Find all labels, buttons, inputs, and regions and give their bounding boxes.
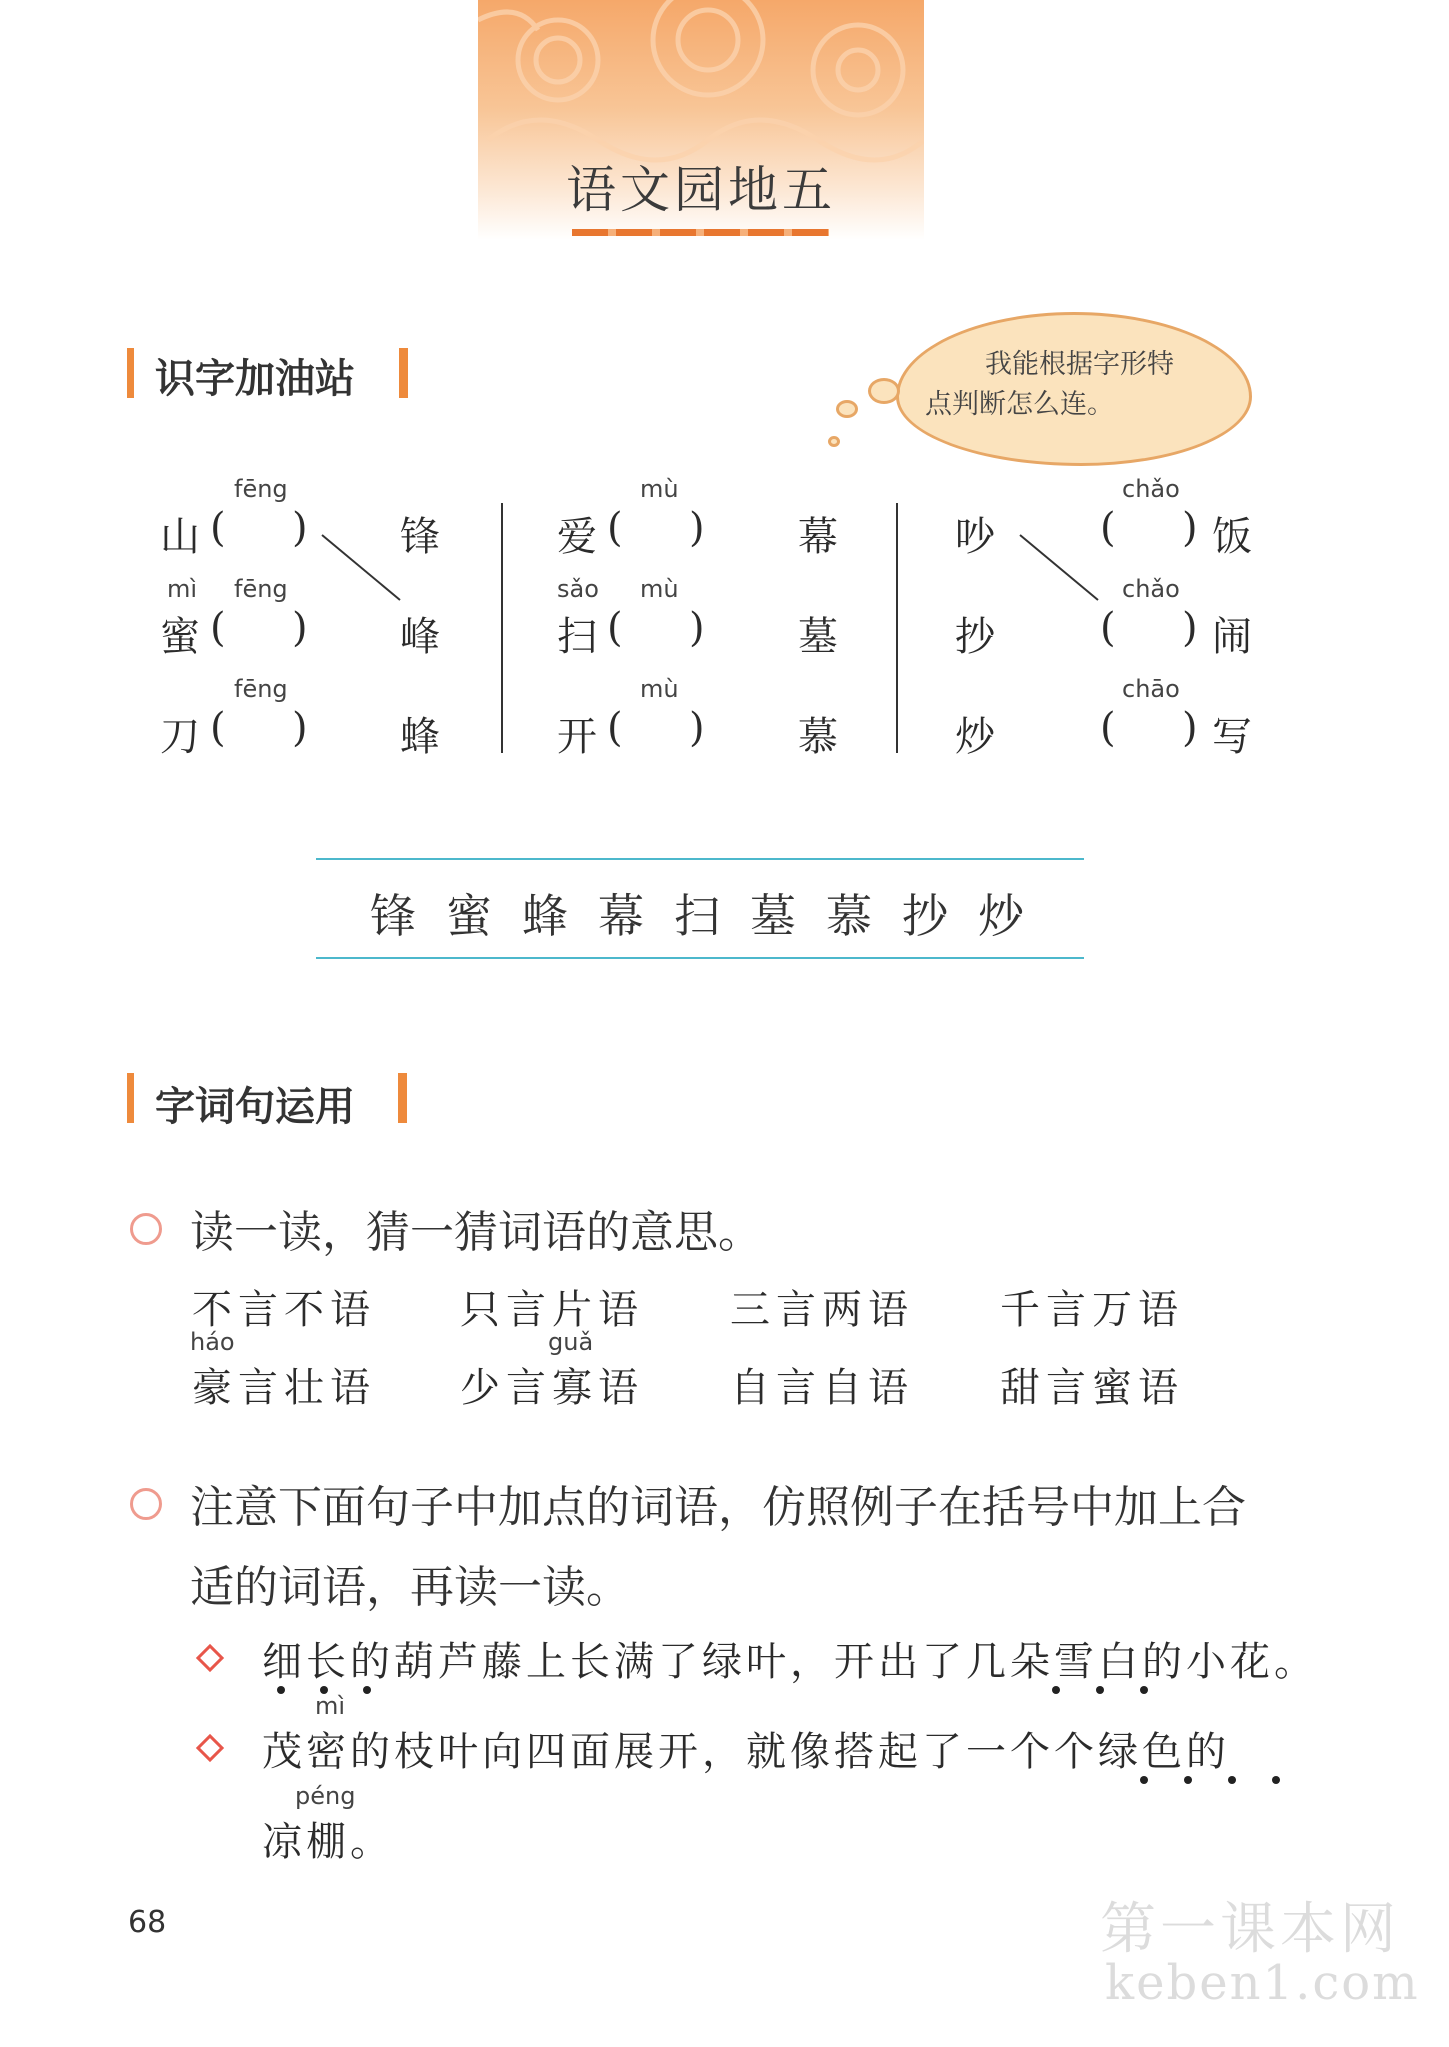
- paren-open: (: [607, 605, 623, 651]
- example-lines: [0, 0, 1449, 800]
- watermark-line-1: 第一课本网: [1100, 1897, 1400, 1962]
- idiom: 少言寡语: [460, 1365, 644, 1411]
- paren-open: (: [210, 605, 226, 651]
- pinyin: háo: [190, 1328, 235, 1356]
- match-char: 蜂: [400, 714, 440, 760]
- section-bar-left: [127, 1073, 134, 1123]
- page-number: 68: [128, 1905, 167, 1940]
- paren-close: ): [292, 505, 308, 551]
- question-circle-icon: [130, 1213, 162, 1245]
- match-char: 刀: [160, 714, 200, 760]
- bubble-line-2: 点判断怎么连。: [925, 389, 1114, 420]
- match-char: 扫: [557, 614, 597, 660]
- match-char: 闹: [1212, 614, 1252, 660]
- example-line-2: [1020, 535, 1098, 600]
- idiom: 千言万语: [1000, 1287, 1184, 1333]
- emphasis-dot: [1052, 1686, 1060, 1694]
- paren-open: (: [607, 705, 623, 751]
- diamond-bullet-icon: [196, 1644, 224, 1672]
- match-char: 抄: [955, 614, 995, 660]
- idiom: 自言自语: [730, 1365, 914, 1411]
- emphasis-dot: [277, 1686, 285, 1694]
- emphasis-dot: [1140, 1686, 1148, 1694]
- section-title-usage: 字词句运用: [155, 1084, 355, 1130]
- section-bar-right: [398, 1073, 407, 1123]
- paren-close: ): [292, 605, 308, 651]
- paren-open: (: [210, 705, 226, 751]
- paren-close: ): [689, 605, 705, 651]
- question-1-text: 读一读，猜一猜词语的意思。: [190, 1207, 762, 1258]
- paren-close: ): [689, 705, 705, 751]
- match-char: 饭: [1212, 514, 1252, 560]
- section-title-recognition: 识字加油站: [155, 356, 355, 402]
- match-char: 蜜: [160, 614, 200, 660]
- match-char: 墓: [798, 614, 838, 660]
- watermark-line-2: keben1.com: [1105, 1955, 1420, 2011]
- pinyin: fēng: [234, 575, 288, 603]
- pinyin: mù: [640, 575, 679, 603]
- emphasis-dot: [363, 1686, 371, 1694]
- match-char: 峰: [400, 614, 440, 660]
- match-char: 吵: [955, 514, 995, 560]
- rule-bottom: [316, 957, 1084, 959]
- idiom: 甜言蜜语: [1000, 1365, 1184, 1411]
- idiom: 只言片语: [460, 1287, 644, 1333]
- match-char: 开: [557, 714, 597, 760]
- new-characters-row: 锋蜜蜂幕扫墓慕抄炒: [370, 889, 1054, 943]
- emphasis-dot: [1140, 1776, 1148, 1784]
- pinyin: chǎo: [1122, 475, 1180, 503]
- paren-open: (: [210, 505, 226, 551]
- idiom: 三言两语: [730, 1287, 914, 1333]
- paren-open: (: [1100, 705, 1116, 751]
- paren-open: (: [1100, 605, 1116, 651]
- question-circle-icon: [130, 1488, 162, 1520]
- match-char: 幕: [798, 514, 838, 560]
- pinyin: mù: [640, 675, 679, 703]
- diamond-bullet-icon: [196, 1734, 224, 1762]
- paren-close: ): [1182, 605, 1198, 651]
- paren-close: ): [292, 705, 308, 751]
- emphasis-dot: [1272, 1776, 1280, 1784]
- question-2-line-1: 注意下面句子中加点的词语，仿照例子在括号中加上合: [190, 1482, 1246, 1533]
- match-char: 锋: [400, 514, 440, 560]
- pinyin: mù: [640, 475, 679, 503]
- page-title: 语文园地五: [566, 161, 836, 219]
- paren-close: ): [689, 505, 705, 551]
- pinyin: mì: [167, 575, 198, 603]
- pinyin: chǎo: [1122, 575, 1180, 603]
- match-char: 慕: [798, 714, 838, 760]
- paren-close: ): [1182, 505, 1198, 551]
- pinyin: fēng: [234, 475, 288, 503]
- example-sentence-1: 细长的葫芦藤上长满了绿叶，开出了几朵雪白的小花。: [262, 1639, 1318, 1685]
- idiom: 豪言壮语: [192, 1365, 376, 1411]
- match-char: 山: [160, 514, 200, 560]
- match-char: 爱: [557, 514, 597, 560]
- emphasis-dot: [1228, 1776, 1236, 1784]
- bubble-line-1: 我能根据字形特: [985, 349, 1174, 380]
- pinyin: fēng: [234, 675, 288, 703]
- match-char: 炒: [955, 714, 995, 760]
- pinyin: guǎ: [548, 1328, 594, 1356]
- paren-close: ): [1182, 705, 1198, 751]
- emphasis-dot: [1184, 1776, 1192, 1784]
- pinyin: chāo: [1122, 675, 1180, 703]
- example-sentence-2-line-2: 凉棚。: [262, 1819, 394, 1865]
- paren-open: (: [1100, 505, 1116, 551]
- rule-top: [316, 858, 1084, 860]
- match-char: 写: [1212, 714, 1252, 760]
- example-sentence-2-line-1: 茂密的枝叶向四面展开，就像搭起了一个个绿色的: [262, 1729, 1230, 1775]
- emphasis-dot: [1096, 1686, 1104, 1694]
- example-line-1: [322, 535, 400, 600]
- pinyin: mì: [315, 1692, 346, 1720]
- question-2-line-2: 适的词语，再读一读。: [190, 1562, 630, 1613]
- paren-open: (: [607, 505, 623, 551]
- idiom: 不言不语: [192, 1287, 376, 1333]
- pinyin: sǎo: [557, 575, 599, 603]
- pinyin: péng: [295, 1782, 356, 1810]
